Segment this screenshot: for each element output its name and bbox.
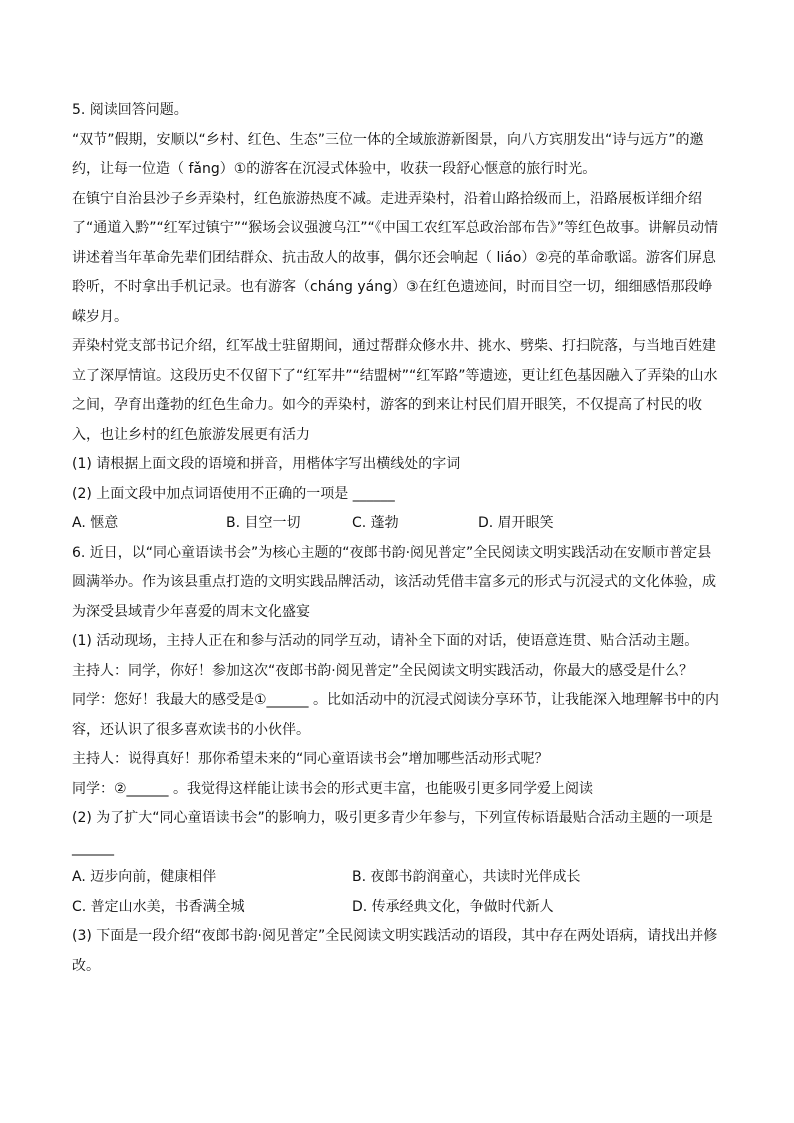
q5-option-b: B. 目空一切 (226, 515, 301, 531)
q5-paragraph-2: 在镇宁自治县沙子乡弄染村，红色旅游热度不减。走进弄染村，沿着山路拾级而上，沿路展板详细介绍了“通道入黔”“红军过镇宁”“猴场会议强渡乌江”“《中国工农红军总政治部布告》”等红色故事。讲解员动情讲述着当年革命先辈们团结群众、抗击敌人的故事，偶尔还会响起（ liáo）②亮的革命歌谣。游客们屏息聆听，不时拿出手机记录。也有游客（cháng yáng）③在红色遗迹间，时而目空一切，细细感悟那段峥嵘岁月。 (72, 190, 719, 325)
q5-paragraph-1: “双节”假期，安顺以“乡村、红色、生态”三位一体的全域旅游新图景，向八方宾朋发出“诗与远方”的邀约，让每一位造（ fǎng）①的游客在沉浸式体验中，收获一段舒心惬意的旅行时光。 (72, 131, 704, 177)
q5-option-c: C. 蓬勃 (352, 515, 399, 531)
question-6-intro: 6. 近日，以“同心童语读书会”为核心主题的“夜郎书韵·阅见普定”全民阅读文明实践活动在安顺市普定县圆满举办。作为该县重点打造的文明实践品牌活动，该活动凭借丰富多元的形式与沉浸式的文化体验，成为深受县域青少年喜爱的周末文化盛宴 (72, 544, 716, 620)
q6-host-line-2: 主持人：说得真好！那你希望未来的“同心童语读书会”增加哪些活动形式呢？ (72, 751, 549, 767)
question-5-title: 5. 阅读回答问题。 (72, 102, 188, 118)
q6-option-a: A. 迈步向前，健康相伴 (72, 869, 217, 885)
q6-options-row-1 (72, 863, 722, 893)
q5-option-d: D. 眉开眼笑 (478, 515, 554, 531)
q6-host-line-1: 主持人：同学，你好！参加这次“夜郎书韵·阅见普定”全民阅读文明实践活动，你最大的感受是什么？ (72, 662, 693, 679)
q6-subquestion-2: (2) 为了扩大“同心童语读书会”的影响力，吸引更多青少年参与，下列宣传标语最贴合活动主题的一项是______ (72, 810, 713, 856)
exam-page (72, 96, 722, 981)
q6-student-line-1: 同学：您好！我最大的感受是①______ 。比如活动中的沉浸式阅读分享环节，让我能深入地理解书中的内容，还认识了很多喜欢读书的小伙伴。 (72, 692, 719, 738)
q6-student-line-2: 同学：②______ 。我觉得这样能让读书会的形式更丰富，也能吸引更多同学爱上阅读 (72, 780, 593, 797)
q5-subquestion-1: (1) 请根据上面文段的语境和拼音，用楷体字写出横线处的字词 (72, 456, 461, 472)
q6-option-d: D. 传承经典文化，争做时代新人 (352, 898, 554, 915)
q5-options (72, 509, 722, 539)
q6-options-row-2 (72, 893, 722, 923)
q6-option-c: C. 普定山水美，书香满全城 (72, 898, 245, 915)
q6-subquestion-1: (1) 活动现场，主持人正在和参与活动的同学互动，请补全下面的对话，使语意连贯、贴合活动主题。 (72, 633, 699, 649)
q5-option-a: A. 惬意 (72, 515, 119, 531)
q6-option-b: B. 夜郎书韵润童心，共读时光伴成长 (352, 869, 581, 885)
q5-paragraph-3: 弄染村党支部书记介绍，红军战士驻留期间，通过帮群众修水井、挑水、劈柴、打扫院落，与当地百姓建立了深厚情谊。这段历史不仅留下了“红军井”“结盟树”“红军路”等遗迹，更让红色基因融入了弄染的山水之间，孕育出蓬勃的红色生命力。如今的弄染村，游客的到来让村民们眉开眼笑，不仅提高了村民的收入，也让乡村的红色旅游发展更有活力 (72, 338, 718, 443)
q6-subquestion-3: (3) 下面是一段介绍“夜郎书韵·阅见普定”全民阅读文明实践活动的语段，其中存在两处语病，请找出并修改。 (72, 928, 718, 974)
q5-subquestion-2: (2) 上面文段中加点词语使用不正确的一项是 ______ (72, 485, 395, 502)
